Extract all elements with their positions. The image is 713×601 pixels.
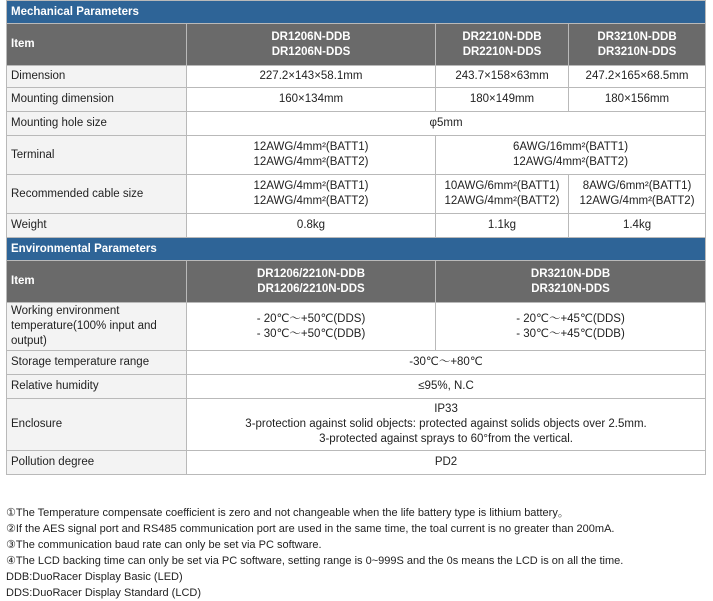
spec-sheet bbox=[6, 0, 705, 475]
cell-value: 160×134mm bbox=[187, 88, 436, 112]
footnotes bbox=[6, 505, 623, 601]
spec-table bbox=[6, 0, 706, 475]
table-row bbox=[7, 136, 706, 175]
cell-value: -30℃～+80℃ bbox=[187, 351, 706, 375]
cell-value: 1.1kg bbox=[436, 214, 569, 238]
header-item: Item bbox=[7, 261, 187, 303]
cell-value: 10AWG/6mm²(BATT1) 12AWG/4mm²(BATT2) bbox=[436, 175, 569, 214]
row-label: Recommended cable size bbox=[7, 175, 187, 214]
table-row bbox=[7, 88, 706, 112]
header-item: Item bbox=[7, 24, 187, 66]
row-label: Working environment temperature(100% input and output) bbox=[7, 303, 187, 351]
cell-value: 12AWG/4mm²(BATT1) 12AWG/4mm²(BATT2) bbox=[187, 175, 436, 214]
cell-value: 1.4kg bbox=[569, 214, 706, 238]
table-row bbox=[7, 303, 706, 351]
cell-value: 8AWG/6mm²(BATT1) 12AWG/4mm²(BATT2) bbox=[569, 175, 706, 214]
cell-value: - 20℃～+50℃(DDS) - 30℃～+50℃(DDB) bbox=[187, 303, 436, 351]
cell-value: IP33 3-protection against solid objects: protected against solids objects over 2.5mm. 3-protected against sprays to 60°from the vertical. bbox=[187, 399, 706, 451]
header-model-2: DR3210N-DDB DR3210N-DDS bbox=[436, 261, 706, 303]
cell-value: 12AWG/4mm²(BATT1) 12AWG/4mm²(BATT2) bbox=[187, 136, 436, 175]
mechanical-header-row bbox=[7, 24, 706, 66]
environmental-header-row bbox=[7, 261, 706, 303]
header-model-3: DR3210N-DDB DR3210N-DDS bbox=[569, 24, 706, 66]
table-row bbox=[7, 399, 706, 451]
cell-value: 180×156mm bbox=[569, 88, 706, 112]
abbrev-dds: DDS:DuoRacer Display Standard (LCD) bbox=[6, 587, 202, 599]
row-label: Relative humidity bbox=[7, 375, 187, 399]
table-row bbox=[7, 112, 706, 136]
footnote-2: ②If the AES signal port and RS485 communication port are used in the same time, the toal current is no greater than 200mA. bbox=[6, 523, 615, 535]
abbrev-ddb: DDB:DuoRacer Display Basic (LED) bbox=[6, 571, 183, 583]
cell-value: 6AWG/16mm²(BATT1) 12AWG/4mm²(BATT2) bbox=[436, 136, 706, 175]
row-label: Weight bbox=[7, 214, 187, 238]
cell-value: PD2 bbox=[187, 451, 706, 475]
table-row bbox=[7, 451, 706, 475]
cell-value: ≤95%, N.C bbox=[187, 375, 706, 399]
row-label: Dimension bbox=[7, 66, 187, 88]
header-model-2: DR2210N-DDB DR2210N-DDS bbox=[436, 24, 569, 66]
header-model-1: DR1206/2210N-DDB DR1206/2210N-DDS bbox=[187, 261, 436, 303]
footnote-3: ③The communication baud rate can only be set via PC software. bbox=[6, 539, 322, 551]
cell-value: 180×149mm bbox=[436, 88, 569, 112]
cell-value: - 20℃～+45℃(DDS) - 30℃～+45℃(DDB) bbox=[436, 303, 706, 351]
footnote-1: ①The Temperature compensate coefficient is zero and not changeable when the life battery type is lithium battery。 bbox=[6, 507, 569, 519]
cell-value: 0.8kg bbox=[187, 214, 436, 238]
row-label: Mounting hole size bbox=[7, 112, 187, 136]
cell-value: 227.2×143×58.1mm bbox=[187, 66, 436, 88]
table-row bbox=[7, 175, 706, 214]
cell-value: 243.7×158×63mm bbox=[436, 66, 569, 88]
table-row bbox=[7, 66, 706, 88]
row-label: Enclosure bbox=[7, 399, 187, 451]
mechanical-section-header bbox=[7, 1, 706, 24]
table-row bbox=[7, 375, 706, 399]
row-label: Terminal bbox=[7, 136, 187, 175]
environmental-title: Environmental Parameters bbox=[7, 238, 706, 261]
row-label: Mounting dimension bbox=[7, 88, 187, 112]
cell-value: 247.2×165×68.5mm bbox=[569, 66, 706, 88]
table-row bbox=[7, 214, 706, 238]
cell-value: φ5mm bbox=[187, 112, 706, 136]
row-label: Storage temperature range bbox=[7, 351, 187, 375]
header-model-1: DR1206N-DDB DR1206N-DDS bbox=[187, 24, 436, 66]
footnote-4: ④The LCD backing time can only be set via PC software, setting range is 0~999S and the 0s means the LCD is on all the time. bbox=[6, 555, 624, 567]
table-row bbox=[7, 351, 706, 375]
environmental-section-header bbox=[7, 238, 706, 261]
mechanical-title: Mechanical Parameters bbox=[7, 1, 706, 24]
row-label: Pollution degree bbox=[7, 451, 187, 475]
